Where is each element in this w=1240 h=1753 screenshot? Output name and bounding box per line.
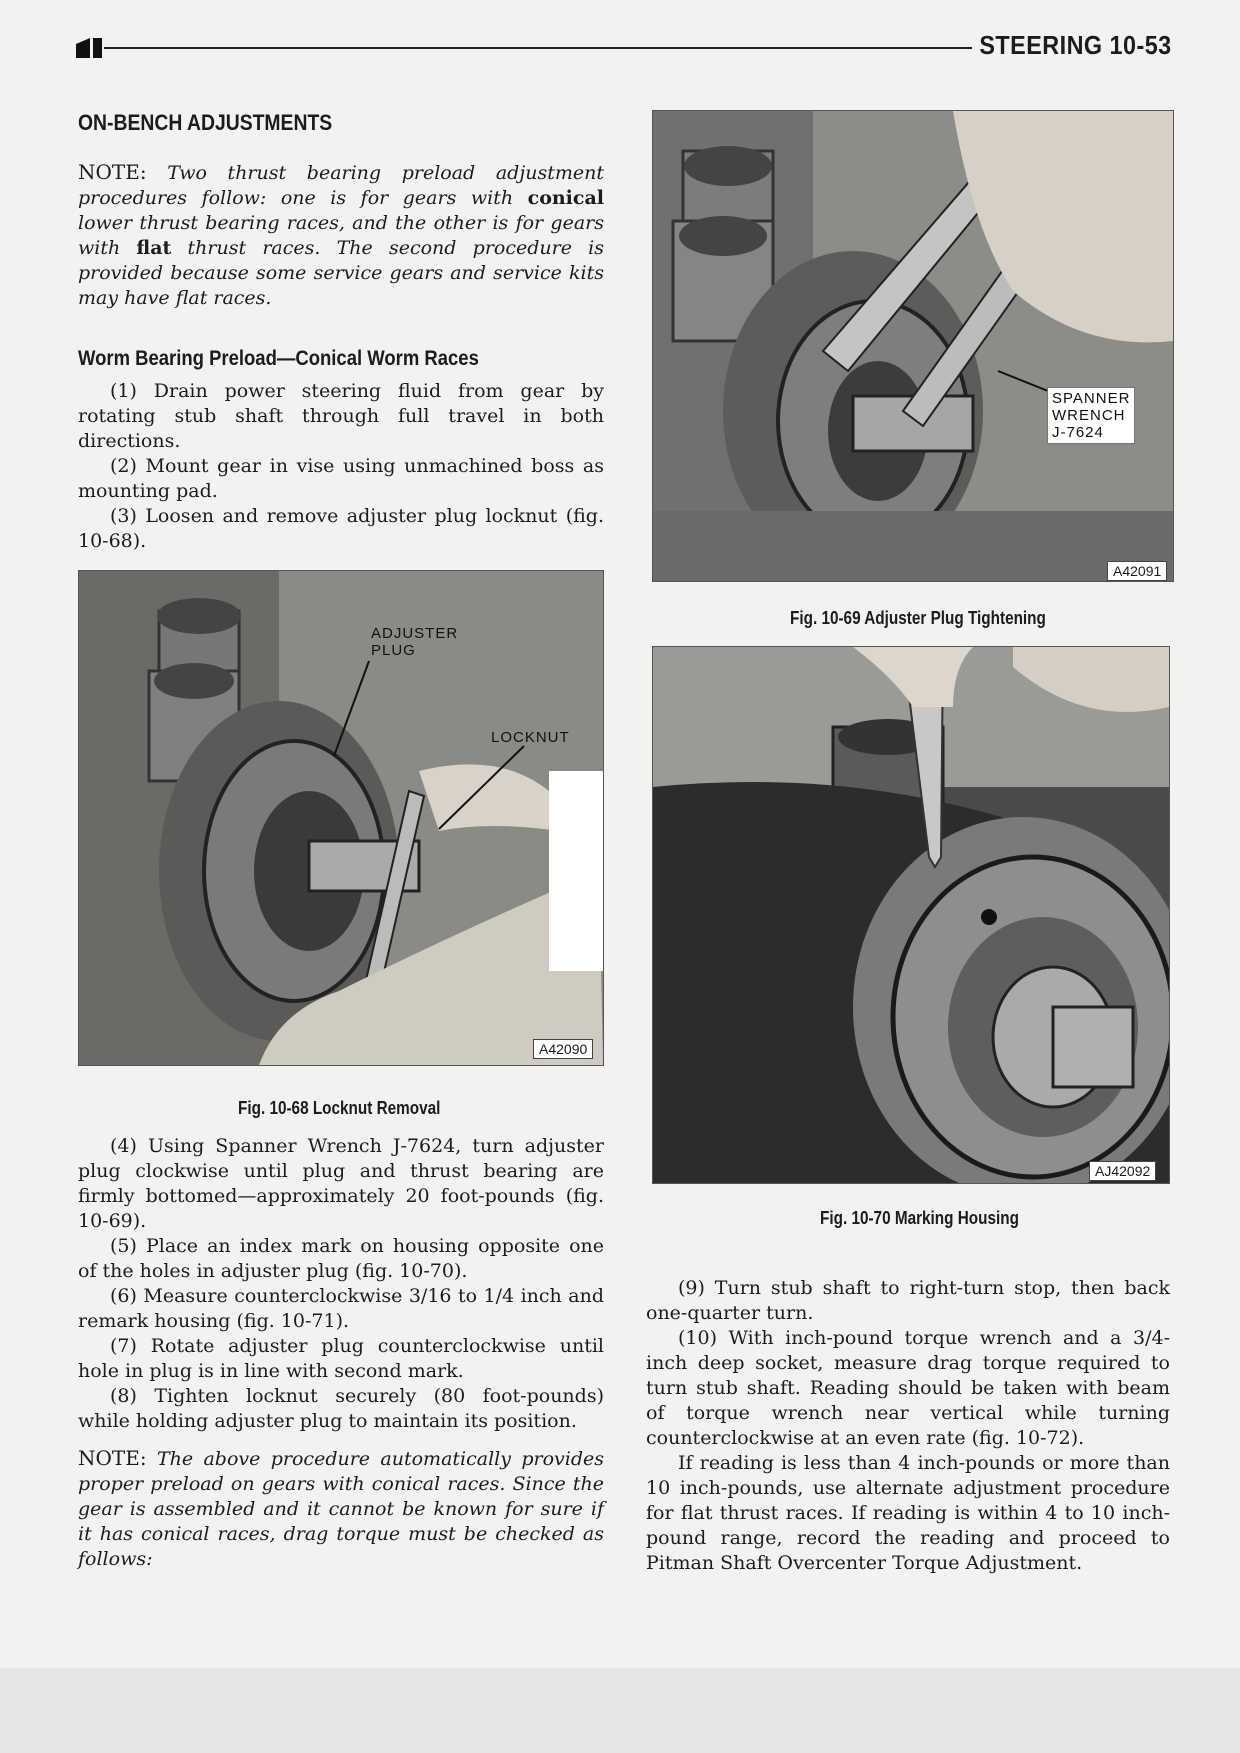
caption-fig-10-68: Fig. 10-68 Locknut Removal xyxy=(238,1098,441,1118)
note-text-2: lower thrust bearing races, and the other is for gears with xyxy=(78,212,604,259)
caption-fig-10-69: Fig. 10-69 Adjuster Plug Tightening xyxy=(790,608,1046,628)
figure-marking-housing xyxy=(652,646,1170,1184)
marking-photo xyxy=(653,647,1169,1183)
note-drag-torque xyxy=(78,1446,604,1572)
figure-id-68: A42090 xyxy=(533,1039,593,1059)
step-3: (3) Loosen and remove adjuster plug locknut (fig. 10-68). xyxy=(78,505,604,552)
note-label: NOTE: xyxy=(78,160,147,184)
note2-label: NOTE: xyxy=(78,1446,147,1470)
right-column-text xyxy=(646,1276,1170,1576)
note-conical-flat xyxy=(78,160,604,311)
note-text-1: Two thrust bearing preload adjustment procedures follow: one is for gears with xyxy=(78,162,604,209)
figure-adjuster-plug-tightening xyxy=(652,110,1174,582)
callout-spanner-wrench xyxy=(1047,387,1135,444)
subheading-worm-bearing: Worm Bearing Preload—Conical Worm Races xyxy=(78,347,479,370)
step-6: (6) Measure counterclockwise 3/16 to 1/4 inch and remark housing (fig. 10-71). xyxy=(78,1285,604,1332)
spanner-photo xyxy=(653,111,1173,581)
section-title: ON-BENCH ADJUSTMENTS xyxy=(78,110,333,135)
caption-fig-10-70: Fig. 10-70 Marking Housing xyxy=(820,1208,1019,1228)
left-column-top xyxy=(78,110,604,554)
callout-adjuster-plug xyxy=(371,625,458,659)
page-header-title: STEERING 10-53 xyxy=(979,30,1172,60)
header-rule xyxy=(104,47,972,49)
step-9: (9) Turn stub shaft to right-turn stop, then back one-quarter turn. xyxy=(646,1277,1170,1324)
callout-spanner-line3: J-7624 xyxy=(1052,424,1104,441)
step-5: (5) Place an index mark on housing opposite one of the holes in adjuster plug (fig. 10-70). xyxy=(78,1235,604,1282)
step-7: (7) Rotate adjuster plug counterclockwise until hole in plug is in line with second mark. xyxy=(78,1335,604,1382)
reading-paragraph: If reading is less than 4 inch-pounds or more than 10 inch-pounds, use alternate adjustment procedure for flat thrust races. If reading is within 4 to 10 inch-pound range, record the reading and proceed to Pitman Shaft Overcenter Torque Adjustment. xyxy=(646,1452,1170,1574)
step-8: (8) Tighten locknut securely (80 foot-pounds) while holding adjuster plug to maintain its position. xyxy=(78,1385,604,1432)
callout-locknut: LOCKNUT xyxy=(491,729,570,746)
callout-spanner-line1: SPANNER xyxy=(1052,390,1131,407)
page-bottom-shade xyxy=(0,1668,1240,1753)
step-4: (4) Using Spanner Wrench J-7624, turn adjuster plug clockwise until plug and thrust bearing are firmly bottomed—approximately 20 foot-pounds (fig. 10-69). xyxy=(78,1135,604,1232)
step-1: (1) Drain power steering fluid from gear by rotating stub shaft through full travel in both directions. xyxy=(78,380,604,452)
jeep-logo-icon xyxy=(76,38,104,58)
note2-text: The above procedure automatically provides proper preload on gears with conical races. Since the gear is assembled and it cannot be known for sure if it has conical races, drag torque must be checked as follows: xyxy=(78,1448,604,1570)
callout-spanner-line2: WRENCH xyxy=(1052,407,1126,424)
callout-adjuster-line2: PLUG xyxy=(371,642,416,659)
note-bold-conical: conical xyxy=(527,187,604,209)
figure-locknut-removal xyxy=(78,570,604,1066)
figure-id-69: A42091 xyxy=(1107,561,1167,581)
locknut-photo xyxy=(79,571,603,1065)
figure-id-70: AJ42092 xyxy=(1089,1161,1156,1181)
left-column-bottom xyxy=(78,1134,604,1572)
callout-adjuster-line1: ADJUSTER xyxy=(371,625,459,642)
step-2: (2) Mount gear in vise using unmachined boss as mounting pad. xyxy=(78,455,604,502)
step-10: (10) With inch-pound torque wrench and a 3/4-inch deep socket, measure drag torque required to turn stub shaft. Reading should be taken with beam of torque wrench near vertical while turning counterclockwise at an even rate (fig. 10-72). xyxy=(646,1327,1170,1449)
note-text-3: thrust races. The second procedure is provided because some service gears and service kits may have flat races. xyxy=(78,237,604,309)
note-bold-flat: flat xyxy=(136,237,172,259)
